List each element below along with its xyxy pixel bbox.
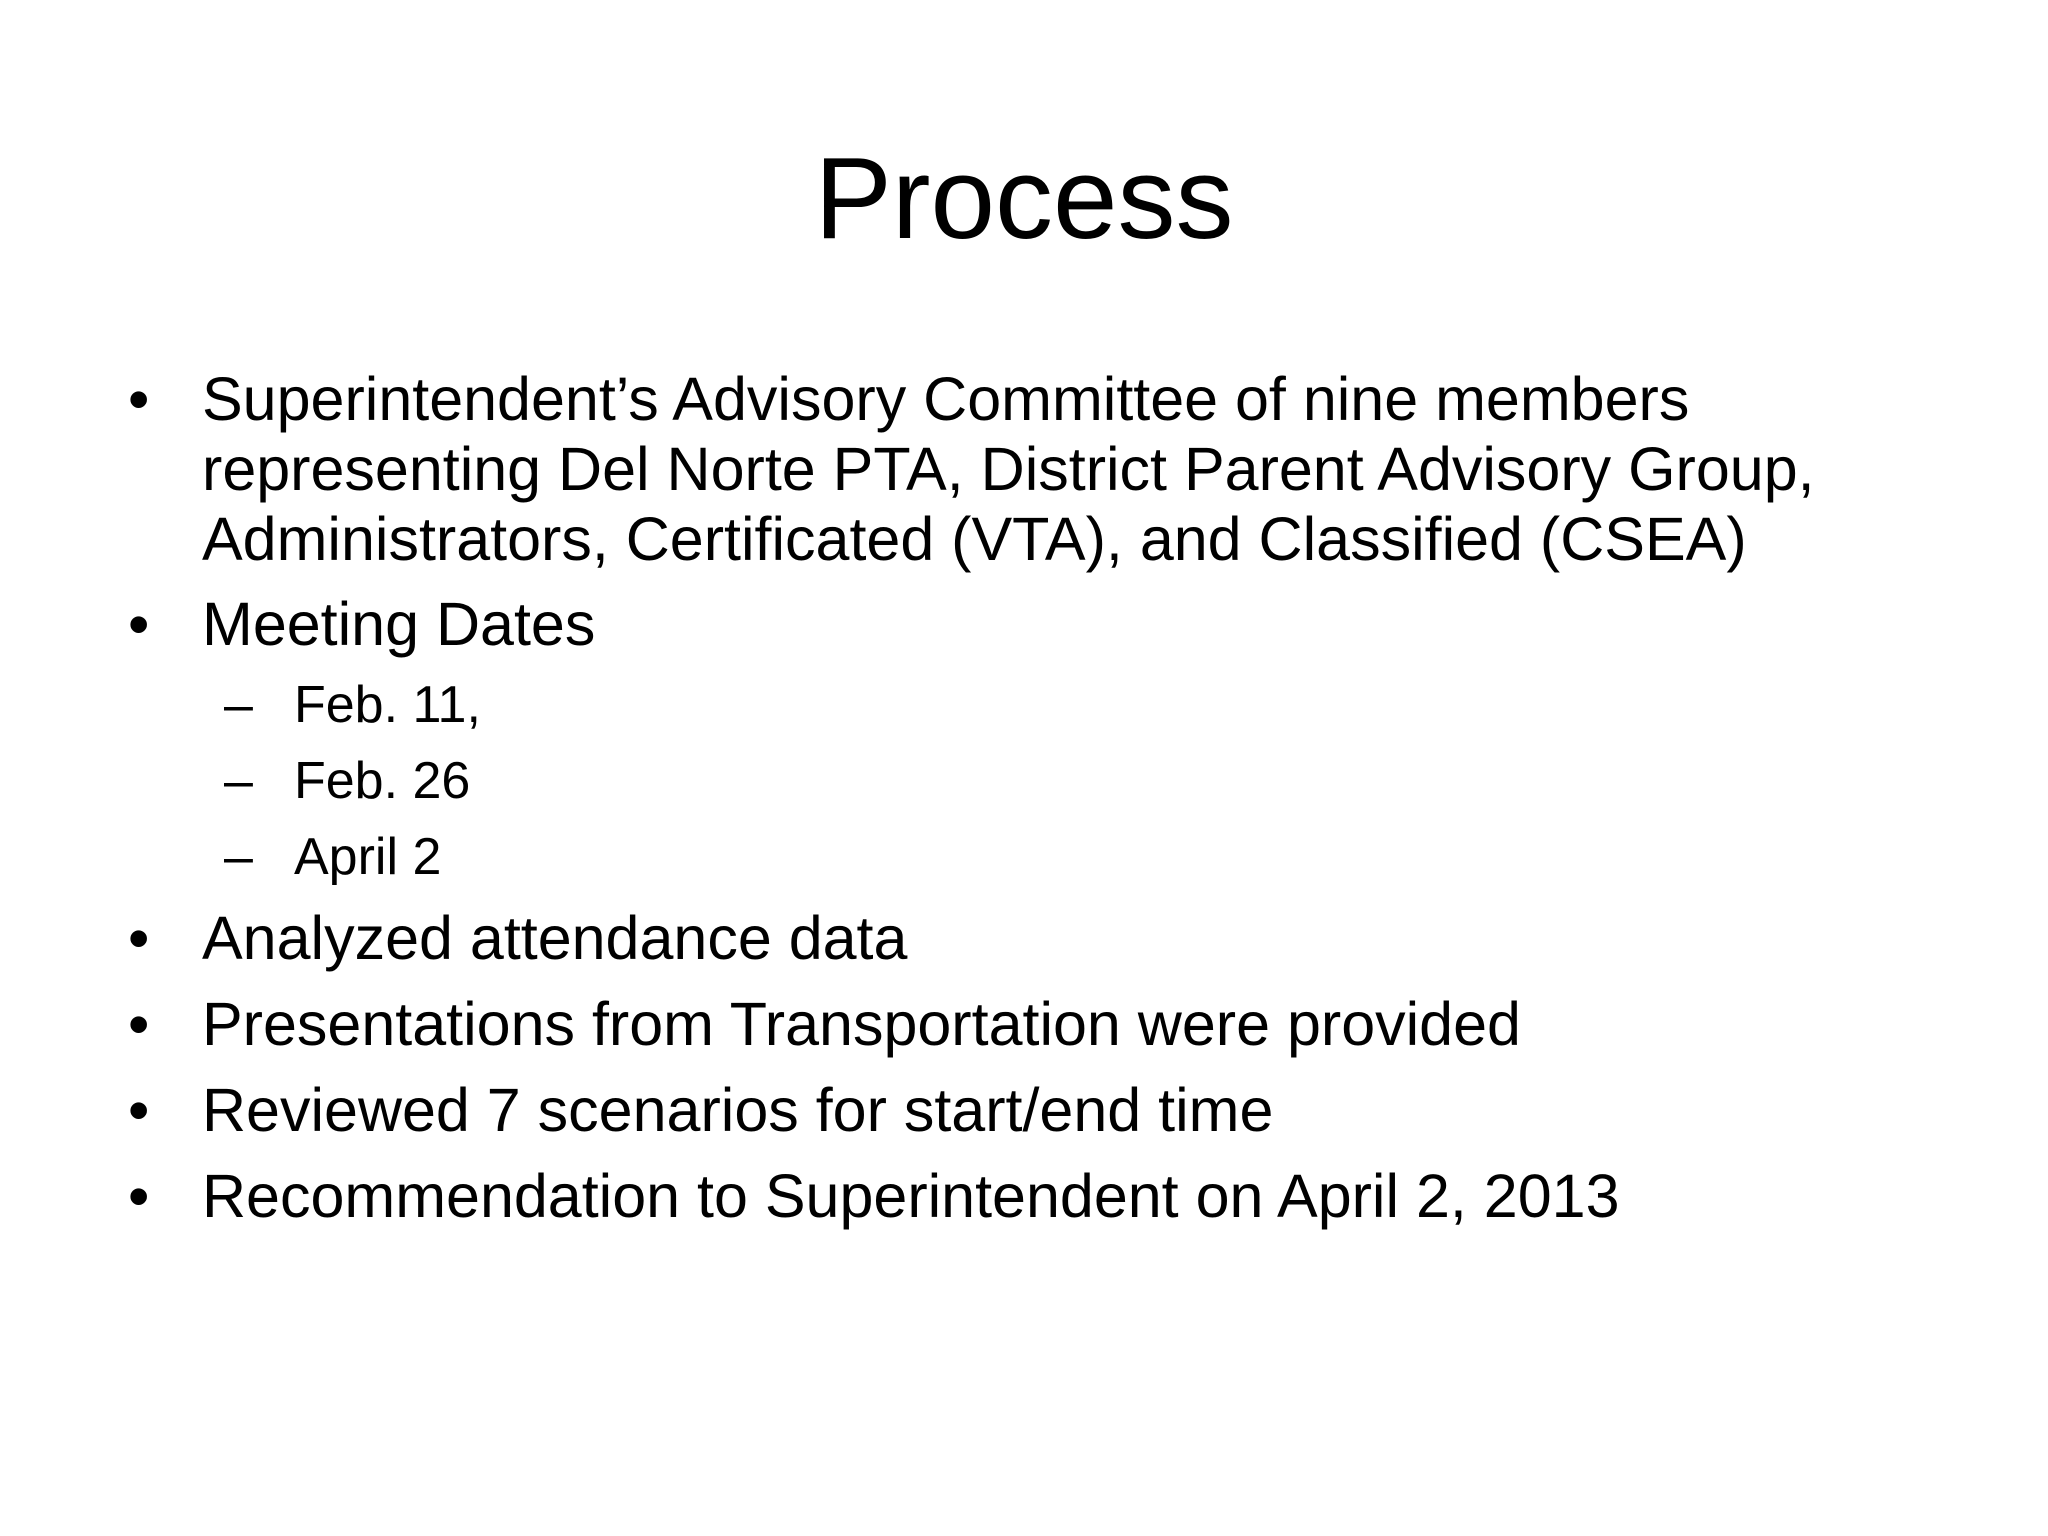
bullet-item-meeting-dates: [118, 589, 1958, 659]
bullet-text: Superintendent’s Advisory Committee of nine members representing Del Norte PTA, District Parent Advisory Group, Administrators, Certificated (VTA), and Classified (CSEA): [202, 365, 1815, 573]
bullet-text: Meeting Dates: [202, 590, 596, 658]
bullet-glyph: •: [128, 590, 150, 658]
bullet-item-attendance: [118, 903, 1958, 973]
bullet-glyph: •: [128, 1162, 150, 1230]
slide-title: Process: [814, 133, 1234, 263]
bullet-glyph: •: [128, 904, 150, 972]
sub-bullet-item: [224, 675, 1958, 735]
sub-bullet-glyph: –: [224, 828, 253, 886]
bullet-item-committee: [118, 364, 1958, 574]
bullet-text: Analyzed attendance data: [202, 904, 908, 972]
bullet-item-recommendation: [118, 1161, 1958, 1231]
sub-bullet-text: April 2: [294, 828, 442, 886]
bullet-item-presentations: [118, 989, 1958, 1059]
bullet-text: Reviewed 7 scenarios for start/end time: [202, 1076, 1274, 1144]
bullet-glyph: •: [128, 365, 150, 433]
sub-bullet-item: [224, 751, 1958, 811]
bullet-item-scenarios: [118, 1075, 1958, 1145]
bullet-glyph: •: [128, 990, 150, 1058]
bullet-glyph: •: [128, 1076, 150, 1144]
bullet-text: Recommendation to Superintendent on April 2, 2013: [202, 1162, 1620, 1230]
sub-bullet-text: Feb. 26: [294, 752, 471, 810]
slide-body: [118, 364, 1958, 1231]
bullet-text: Presentations from Transportation were provided: [202, 990, 1521, 1058]
sub-bullet-text: Feb. 11,: [294, 676, 481, 734]
sub-bullet-item: [224, 827, 1958, 887]
sub-bullet-glyph: –: [224, 676, 253, 734]
sub-bullet-glyph: –: [224, 752, 253, 810]
